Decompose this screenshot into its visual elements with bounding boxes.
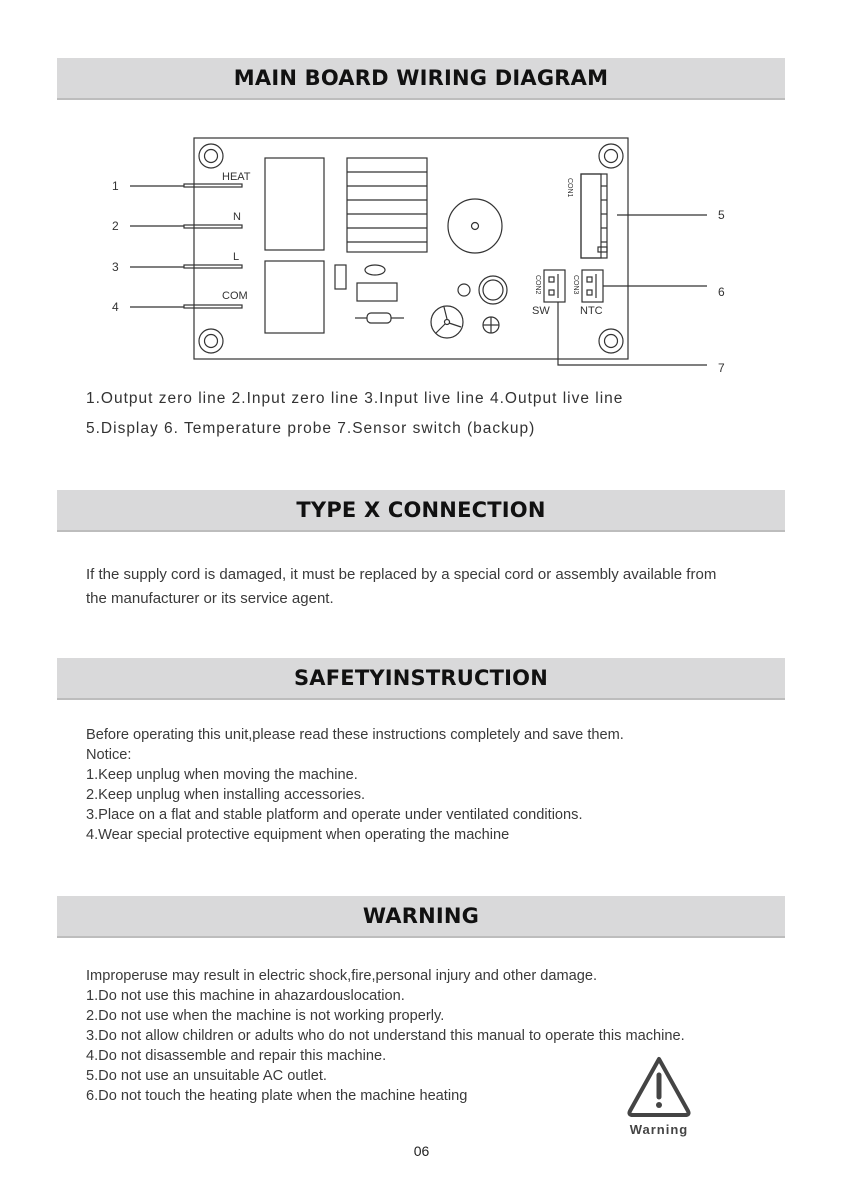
warning-item: 5.Do not use an unsuitable AC outlet.	[86, 1068, 327, 1084]
callout-4: 4	[112, 300, 119, 314]
capacitor	[365, 265, 385, 275]
terminal-label-l: L	[233, 251, 240, 263]
buzzer	[448, 199, 502, 253]
con1-connector	[581, 174, 607, 258]
callout-3: 3	[112, 260, 119, 274]
mount-hole-bl	[199, 329, 223, 353]
safety-item: 2.Keep unplug when installing accessories.	[86, 787, 366, 803]
resistor	[355, 313, 404, 323]
warning-item: 1.Do not use this machine in ahazardouslocation.	[86, 988, 405, 1004]
wiring-diagram	[0, 0, 843, 385]
warning-item: 3.Do not allow children or adults who do not understand this manual to operate this machine.	[86, 1028, 685, 1044]
con3-connector	[582, 270, 603, 302]
con2-connector	[544, 270, 565, 302]
callout-7: 7	[718, 361, 725, 375]
connector-label-sw: SW	[532, 305, 550, 317]
terminal-label-n: N	[233, 211, 241, 223]
warning-icon-label: Warning	[629, 1122, 689, 1137]
terminal-label-heat: HEAT	[222, 171, 251, 183]
warning-item: 2.Do not use when the machine is not working properly.	[86, 1008, 445, 1024]
trimmer	[483, 317, 499, 333]
terminal-n	[184, 225, 242, 228]
rotary-knob	[479, 276, 507, 304]
wiring-caption-line1: 1.Output zero line 2.Input zero line 3.Input live line 4.Output live line	[86, 390, 624, 407]
wiring-caption-line2: 5.Display 6. Temperature probe 7.Sensor switch (backup)	[86, 420, 536, 437]
led	[458, 284, 470, 296]
connector-label-con1: CON1	[566, 178, 573, 198]
callout-2: 2	[112, 219, 119, 233]
warning-intro: Improperuse may result in electric shock,fire,personal injury and other damage.	[86, 968, 598, 984]
safety-notice: Notice:	[86, 747, 132, 763]
terminal-heat	[184, 184, 242, 187]
callout-5: 5	[718, 208, 725, 222]
board-outline	[194, 138, 628, 359]
page-number: 06	[413, 1143, 430, 1159]
warning-triangle-icon	[624, 1053, 694, 1119]
mount-hole-tl	[199, 144, 223, 168]
relay-bottom	[265, 261, 324, 333]
section-header-safety	[57, 658, 785, 700]
callout-6: 6	[718, 285, 725, 299]
terminal-label-com: COM	[222, 290, 248, 302]
connector-label-con3: CON3	[572, 275, 579, 295]
mount-hole-br	[599, 329, 623, 353]
warning-badge	[619, 1053, 699, 1137]
section-title: TYPE X CONNECTION	[296, 498, 546, 522]
relay-top	[265, 158, 324, 250]
typex-paragraph: If the supply cord is damaged, it must be replaced by a special cord or assembly available from the manufacturer or its service agent.	[86, 566, 717, 607]
safety-item: 3.Place on a flat and stable platform and operate under ventilated conditions.	[86, 807, 583, 823]
fan	[431, 306, 463, 338]
section-title: SAFETYINSTRUCTION	[293, 666, 549, 690]
section-header-typex	[57, 490, 785, 532]
connector-label-con2: CON2	[534, 275, 541, 295]
safety-item: 1.Keep unplug when moving the machine.	[86, 767, 358, 783]
callout-1: 1	[112, 179, 119, 193]
chip	[357, 283, 397, 301]
terminal-l	[184, 265, 242, 268]
section-title: MAIN BOARD WIRING DIAGRAM	[233, 66, 609, 90]
fuse	[335, 265, 346, 289]
connector-label-ntc: NTC	[580, 305, 603, 317]
safety-list	[86, 725, 786, 845]
terminal-com	[184, 305, 242, 308]
section-title: WARNING	[362, 904, 480, 928]
safety-item: 4.Wear special protective equipment when operating the machine	[86, 827, 510, 843]
safety-intro: Before operating this unit,please read these instructions completely and save them.	[86, 727, 624, 743]
section-header-warning	[57, 896, 785, 938]
warning-item: 6.Do not touch the heating plate when the machine heating	[86, 1088, 468, 1104]
warning-item: 4.Do not disassemble and repair this machine.	[86, 1048, 387, 1064]
mount-hole-tr	[599, 144, 623, 168]
